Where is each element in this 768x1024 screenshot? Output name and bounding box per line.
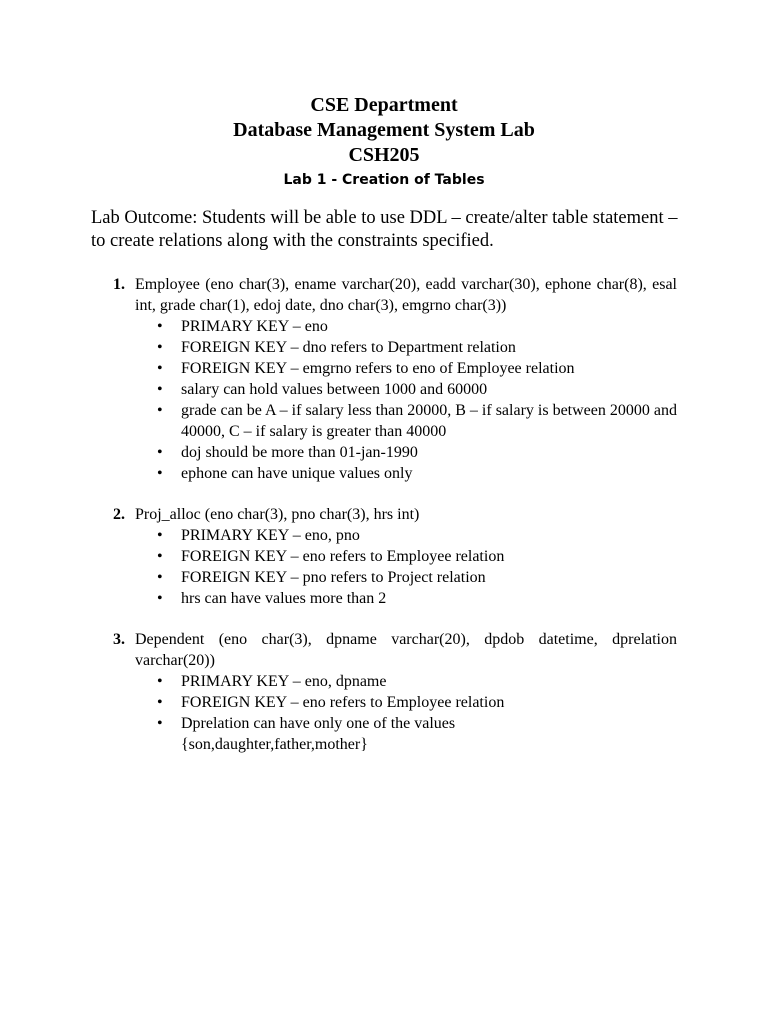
bullet-icon: •: [157, 569, 163, 586]
list-item: • PRIMARY KEY – eno: [157, 318, 328, 335]
course-code: CSH205: [348, 144, 420, 166]
bullet-icon: •: [157, 673, 163, 690]
lab-outcome: Lab Outcome: Students will be able to use DDL – create/alter table statement – to create relations along with the constraints specified.: [91, 208, 678, 251]
department-title: CSE Department: [310, 94, 458, 116]
task-heading: Proj_alloc (eno char(3), pno char(3), hrs int): [135, 506, 420, 523]
list-item: • salary can hold values between 1000 and 60000: [157, 381, 488, 398]
task-heading: Employee (eno char(3), ename varchar(20), eadd varchar(30), ephone char(8), esal int, grade char(1), edoj date, dno char(3), emgrno char(3)): [135, 276, 677, 314]
task-number: 3.: [113, 631, 125, 648]
list-item: • hrs can have values more than 2: [157, 590, 387, 607]
list-item: • FOREIGN KEY – eno refers to Employee relation: [157, 548, 505, 565]
constraint-list: [0, 671, 768, 755]
task-heading: Dependent (eno char(3), dpname varchar(20), dpdob datetime, dprelation varchar(20)): [135, 631, 677, 669]
list-item: • grade can be A – if salary less than 20000, B – if salary is between 20000 and 40000, C – if salary is greater than 40000: [157, 402, 677, 440]
list-item: • FOREIGN KEY – pno refers to Project relation: [157, 569, 486, 586]
list-item: • FOREIGN KEY – dno refers to Department relation: [157, 339, 516, 356]
bullet-icon: •: [157, 465, 163, 482]
bullet-icon: •: [157, 444, 163, 461]
list-item: • ephone can have unique values only: [157, 465, 413, 482]
bullet-icon: •: [157, 715, 163, 732]
list-item: • PRIMARY KEY – eno, pno: [157, 527, 360, 544]
bullet-icon: •: [157, 381, 163, 398]
list-item: • FOREIGN KEY – emgrno refers to eno of Employee relation: [157, 360, 575, 377]
list-item: • doj should be more than 01-jan-1990: [157, 444, 418, 461]
bullet-icon: •: [157, 548, 163, 565]
lab-title: Database Management System Lab: [233, 119, 535, 141]
bullet-icon: •: [157, 694, 163, 711]
bullet-icon: •: [157, 402, 163, 419]
document-header: [0, 93, 768, 190]
task-number: 1.: [113, 276, 125, 293]
bullet-icon: •: [157, 339, 163, 356]
bullet-icon: •: [157, 527, 163, 544]
bullet-icon: •: [157, 590, 163, 607]
constraint-list: [0, 316, 768, 484]
task-number: 2.: [113, 506, 125, 523]
list-item: • Dprelation can have only one of the values {son,daughter,father,mother}: [157, 715, 456, 753]
bullet-icon: •: [157, 318, 163, 335]
lab-subtitle: Lab 1 - Creation of Tables: [283, 172, 485, 188]
list-item: • PRIMARY KEY – eno, dpname: [157, 673, 387, 690]
bullet-icon: •: [157, 360, 163, 377]
constraint-list: [0, 525, 768, 609]
list-item: • FOREIGN KEY – eno refers to Employee relation: [157, 694, 505, 711]
